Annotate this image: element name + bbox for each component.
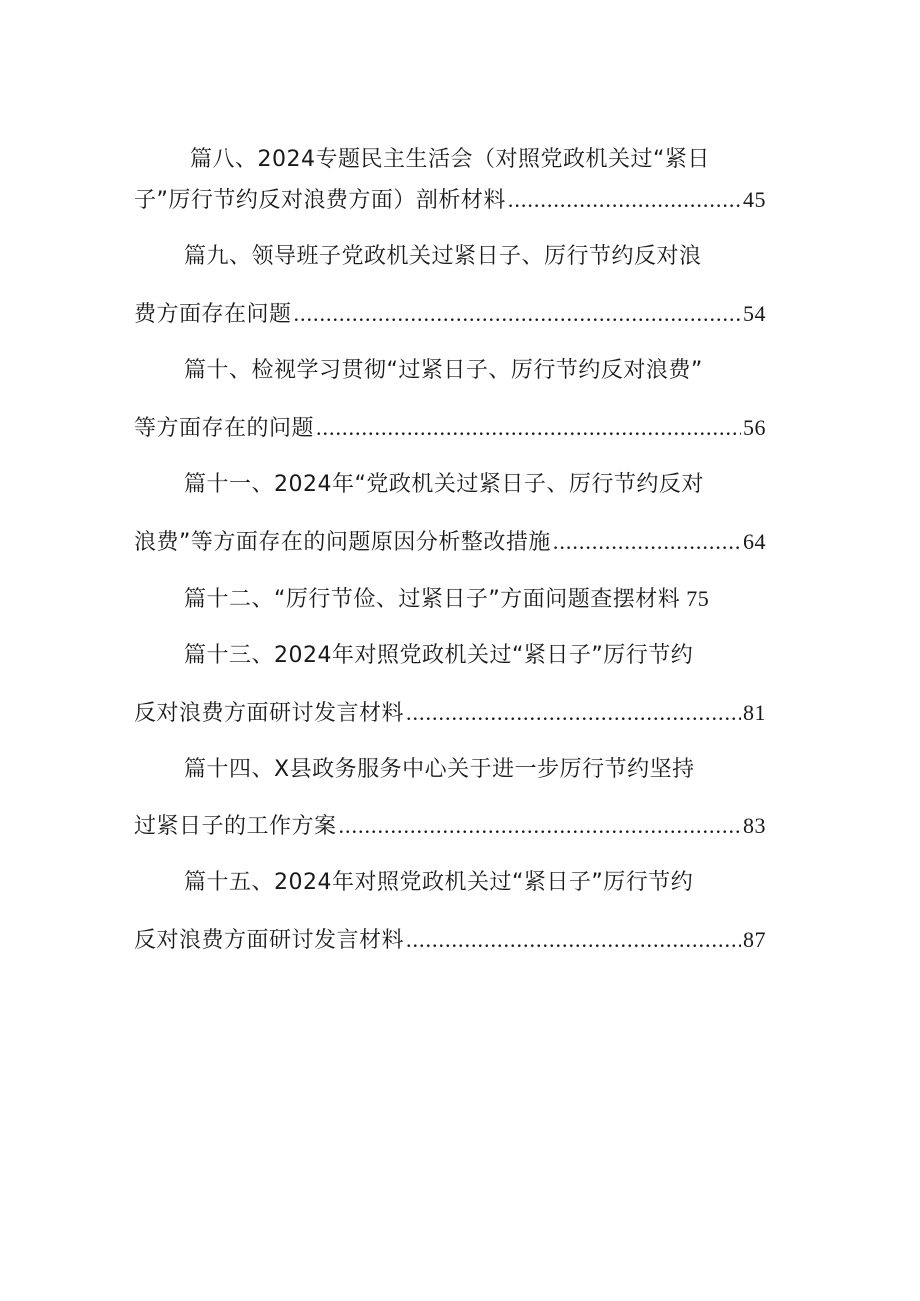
toc-entry-title-continuation: 反对浪费方面研讨发言材料 (134, 701, 405, 726)
toc-entry-title-line[interactable]: 篇十五、2024年对照党政机关过“紧日子”厉行节约 (184, 870, 694, 895)
toc-entry-last-line[interactable] (134, 294, 766, 334)
toc-page-number: 54 (743, 301, 766, 326)
toc-entry-title-line[interactable]: 篇十四、X县政务服务中心关于进一步厉行节约坚持 (184, 757, 695, 782)
dot-leader (406, 920, 741, 960)
toc-page-number: 45 (743, 187, 766, 212)
toc-entry-title-line[interactable]: 篇十、检视学习贯彻“过紧日子、厉行节约反对浪费” (184, 358, 703, 383)
toc-page-number: 56 (743, 415, 766, 440)
dot-leader (406, 693, 741, 733)
toc-entry-title-continuation: 浪费”等方面存在的问题原因分析整改措施 (134, 530, 551, 555)
toc-entry-title-line[interactable]: 篇八、2024专题民主生活会（对照党政机关过“紧日 (190, 147, 710, 172)
dot-leader (553, 522, 741, 562)
toc-page-number: 87 (743, 927, 766, 952)
toc-page-number: 64 (743, 529, 766, 554)
toc-entry-title-line[interactable]: 篇十三、2024年对照党政机关过“紧日子”厉行节约 (184, 643, 694, 668)
toc-entry-title-continuation: 子”厉行节约反对浪费方面）剖析材料 (134, 188, 506, 213)
toc-entry-title-continuation: 过紧日子的工作方案 (134, 814, 337, 839)
dot-leader (508, 180, 741, 220)
toc-entry-last-line[interactable] (134, 693, 766, 733)
toc-entry-last-line[interactable] (134, 920, 766, 960)
toc-entry-last-line[interactable] (134, 408, 766, 448)
toc-entry-title-continuation: 反对浪费方面研讨发言材料 (134, 928, 405, 953)
dot-leader (316, 408, 741, 448)
toc-entry-title-continuation: 等方面存在的问题 (134, 416, 315, 441)
toc-entry-last-line[interactable] (134, 522, 766, 562)
toc-entry-title-continuation: 费方面存在问题 (134, 302, 292, 327)
toc-entry-title: 篇十二、“厉行节俭、过紧日子”方面问题查摆材料 (184, 587, 681, 612)
toc-entry-single-line[interactable] (184, 579, 766, 619)
toc-page-number: 75 (686, 586, 710, 611)
toc-entry-title-line[interactable]: 篇九、领导班子党政机关过紧日子、厉行节约反对浪 (184, 244, 702, 269)
dot-leader (294, 294, 741, 334)
dot-leader (339, 806, 741, 846)
toc-page-number: 81 (743, 700, 766, 725)
toc-entry-title-line[interactable]: 篇十一、2024年“党政机关过紧日子、厉行节约反对 (184, 472, 704, 497)
toc-page-number: 83 (743, 813, 766, 838)
toc-entry-last-line[interactable] (134, 180, 766, 220)
toc-entry-last-line[interactable] (134, 806, 766, 846)
